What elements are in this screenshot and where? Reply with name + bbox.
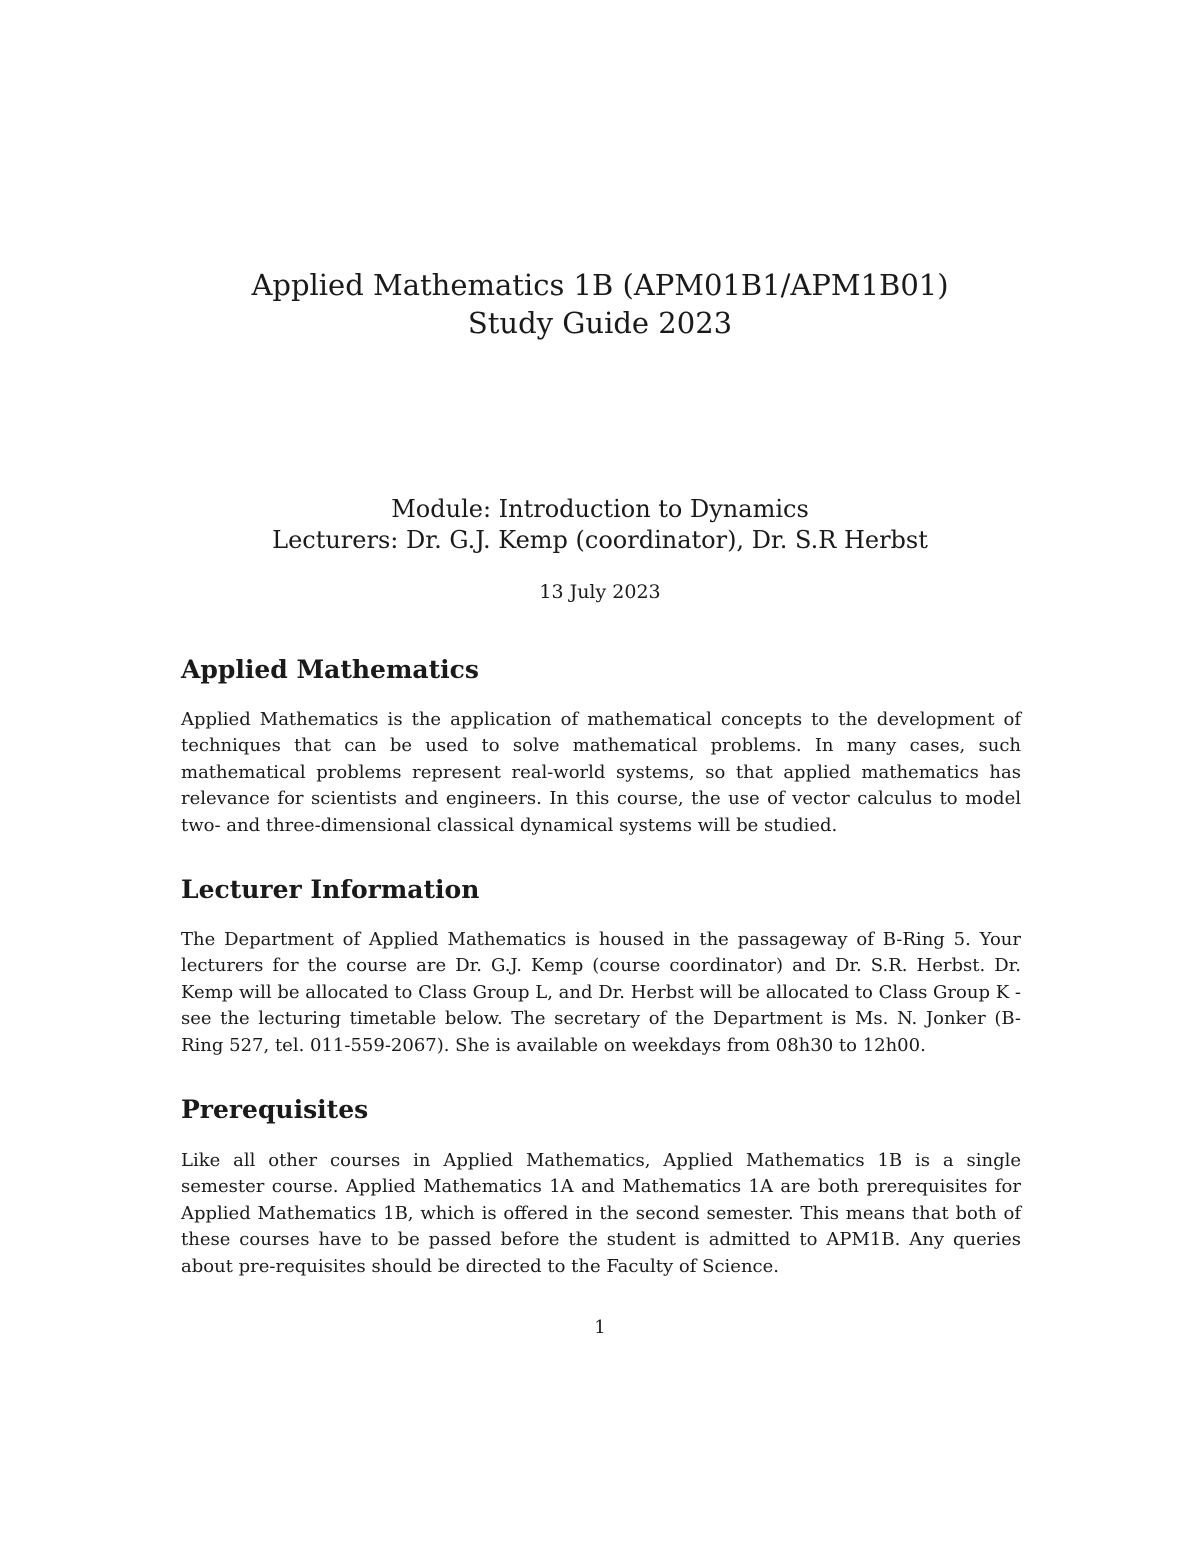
title-study-guide: Study Guide 2023 bbox=[467, 306, 733, 340]
section-body-lecturer-information: The Department of Applied Mathematics is housed in the passageway of B-Ring 5. Your lecturers for the course are Dr. G.J. Kemp (course coordinator) and Dr. S.R. Herbst. Dr. Kemp will be allocated to Class Group L, and Dr. Herbst will be allocated to Class Group K - see the lecturing timetable below. The secretary of the Department is Ms. N. Jonker (B-Ring 527, tel. 011-559-2067). She is available on weekdays from 08h30 to 12h00. bbox=[181, 929, 1021, 1056]
section-heading-lecturer-information: Lecturer Information bbox=[181, 875, 480, 904]
page-number: 1 bbox=[594, 1317, 606, 1338]
section-body-prerequisites: Like all other courses in Applied Mathematics, Applied Mathematics 1B is a single semester course. Applied Mathematics 1A and Mathematics 1A are both prerequisites for Applied Mathematics 1B, which is offered in the second semester. This means that both of these courses have to be passed before the student is admitted to APM1B. Any queries about pre-requisites should be directed to the Faculty of Science. bbox=[181, 1150, 1021, 1277]
lecturers-line: Lecturers: Dr. G.J. Kemp (coordinator), Dr. S.R Herbst bbox=[272, 526, 928, 554]
section-heading-applied-mathematics: Applied Mathematics bbox=[181, 655, 479, 684]
section-body-applied-mathematics: Applied Mathematics is the application of mathematical concepts to the development of techniques that can be used to solve mathematical problems. In many cases, such mathematical problems represent real-world systems, so that applied mathematics has relevance for scientists and engineers. In this course, the use of vector calculus to model two- and three-dimensional classical dynamical systems will be studied. bbox=[181, 709, 1021, 836]
module-info bbox=[0, 494, 1200, 556]
title-course: Applied Mathematics 1B (APM01B1/APM1B01) bbox=[251, 268, 949, 302]
module-name: Module: Introduction to Dynamics bbox=[391, 495, 809, 523]
document-title bbox=[0, 266, 1200, 342]
section-heading-prerequisites: Prerequisites bbox=[181, 1095, 369, 1124]
document-date: 13 July 2023 bbox=[539, 581, 661, 603]
